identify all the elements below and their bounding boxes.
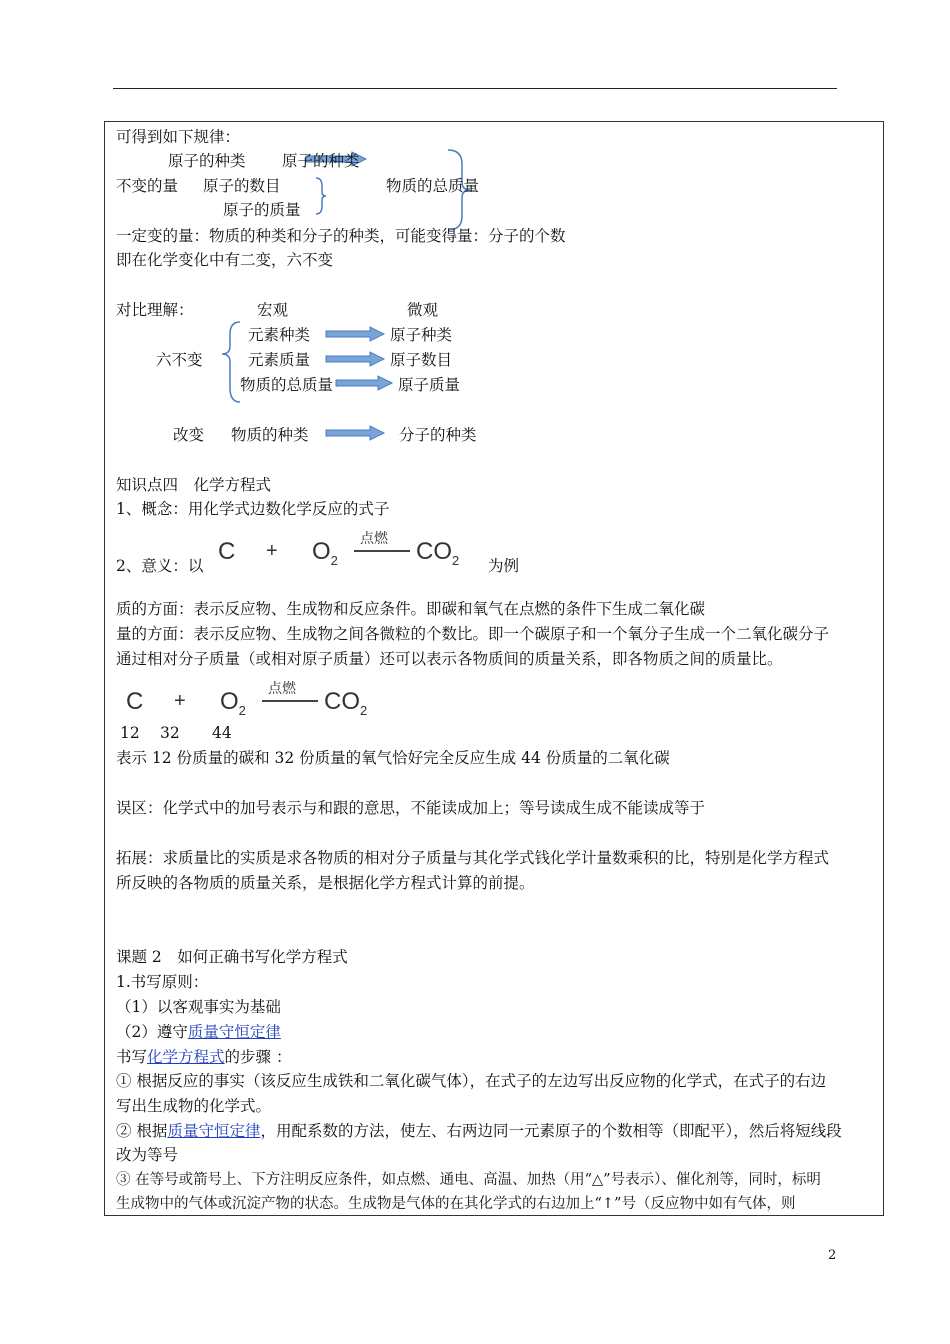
equation-plus: + xyxy=(174,690,186,712)
equation-carbon: C xyxy=(126,688,144,715)
text-atom-mass: 原子的质量 xyxy=(223,201,301,219)
text-atom-kind-2: 原子的种类 xyxy=(282,152,360,170)
text-macro-item: 物质的总质量 xyxy=(240,376,334,394)
text-line: 通过相对分子质量（或相对原子质量）还可以表示各物质间的质量关系，即各物质之间的质量比。 xyxy=(116,650,783,668)
equation-image xyxy=(218,528,468,574)
arrow-icon xyxy=(326,352,384,366)
link-mass-conservation[interactable]: 质量守恒定律 xyxy=(187,1023,281,1041)
text-line: ③ 在等号或箭号上、下方注明反应条件，如点燃、通电、高温、加热（用“△”号表示）、催化剂等，同时，标明 xyxy=(116,1172,821,1188)
arrow-icon xyxy=(326,327,384,341)
section-heading: 知识点四 化学方程式 xyxy=(116,476,272,494)
text-macro: 宏观 xyxy=(257,301,289,319)
equation-carbon: C xyxy=(218,538,236,565)
text-change: 改变 xyxy=(173,426,205,444)
text-line: 改为等号 xyxy=(116,1146,179,1164)
link-mass-conservation[interactable]: 质量守恒定律 xyxy=(167,1122,261,1140)
text-atom-count: 原子的数目 xyxy=(203,177,281,195)
text-line: ② 根据质量守恒定律，用配系数的方法，使左、右两边同一元素原子的个数相等（即配平），然后将短线段 xyxy=(116,1122,842,1140)
brace-left-icon xyxy=(222,322,240,402)
text-six-unchanged: 六不变 xyxy=(156,351,203,369)
text-line: （1）以客观事实为基础 xyxy=(116,998,281,1016)
text-compare: 对比理解： xyxy=(116,301,194,319)
text-line: 生成物中的气体或沉淀产物的状态。生成物是气体的在其化学式的右边加上“↑”号（反应物中如有气体，则 xyxy=(116,1196,796,1212)
text-line: ① 根据反应的事实（该反应生成铁和二氧化碳气体），在式子的左边写出反应物的化学式，在式子的右边 xyxy=(116,1072,827,1090)
arrow-icon xyxy=(326,426,384,440)
equation-condition: 点燃 xyxy=(268,680,296,696)
text-micro-item: 原子种类 xyxy=(390,326,453,344)
equation-plus: + xyxy=(266,540,278,562)
equation-oxygen: $O_2$ xyxy=(312,538,338,568)
text-line: 为例 xyxy=(488,557,520,575)
text-micro-item: 原子质量 xyxy=(398,376,461,394)
text-line: 所反映的各物质的质量关系，是根据化学方程式计算的前提。 xyxy=(116,874,535,892)
text-line: 可得到如下规律： xyxy=(116,128,241,146)
text-micro-item: 分子的种类 xyxy=(399,426,477,444)
text-line: 误区：化学式中的加号表示与和跟的意思，不能读成加上；等号读成生成不能读成等于 xyxy=(116,799,706,817)
text-line: 一定变的量：物质的种类和分子的种类，可能变得量：分子的个数 xyxy=(116,227,566,245)
text-atom-kind: 原子的种类 xyxy=(168,152,246,170)
equation-bar xyxy=(262,700,318,702)
text-unchanged: 不变的量 xyxy=(116,177,179,195)
page-number: 2 xyxy=(828,1248,837,1263)
text-line: （2）遵守质量守恒定律 xyxy=(116,1023,281,1041)
text-micro-item: 原子数目 xyxy=(390,351,453,369)
text-line: 表示 12 份质量的碳和 32 份质量的氧气恰好完全反应生成 44 份质量的二氧化碳 xyxy=(116,749,670,767)
equation-co2: $CO_2$ xyxy=(416,538,460,568)
text-macro-item: 元素质量 xyxy=(248,351,311,369)
text-line: 1.书写原则： xyxy=(116,973,209,991)
text-line: 质的方面：表示反应物、生成物和反应条件。即碳和氧气在点燃的条件下生成二氧化碳 xyxy=(116,600,706,618)
arrow-icon xyxy=(336,376,392,390)
section-heading: 课题 2 如何正确书写化学方程式 xyxy=(116,948,348,966)
mass-value: 44 xyxy=(212,724,232,742)
text-line: 写出生成物的化学式。 xyxy=(116,1097,272,1115)
equation-co2: $CO_2$ xyxy=(324,688,368,718)
text-line: 2、意义：以 xyxy=(116,557,204,575)
text-line: 即在化学变化中有二变，六不变 xyxy=(116,251,334,269)
brace-small-icon xyxy=(316,178,326,214)
mass-value: 32 xyxy=(160,724,180,742)
text-micro: 微观 xyxy=(407,301,439,319)
text-line: 拓展：求质量比的实质是求各物质的相对分子质量与其化学式钱化学计量数乘积的比，特别是化学方程式 xyxy=(116,849,830,867)
equation-image xyxy=(126,676,376,722)
text-line: 1、概念：用化学式边数化学反应的式子 xyxy=(116,500,390,518)
text-line: 量的方面：表示反应物、生成物之间各微粒的个数比。即一个碳原子和一个氧分子生成一个二氧化碳分子 xyxy=(116,625,830,643)
text-line: 书写化学方程式的步骤 ： xyxy=(116,1048,292,1066)
text-macro-item: 物质的种类 xyxy=(231,426,309,444)
text-total-mass: 物质的总质量 xyxy=(386,177,480,195)
text-macro-item: 元素种类 xyxy=(248,326,311,344)
equation-oxygen: $O_2$ xyxy=(220,688,246,718)
equation-condition: 点燃 xyxy=(360,530,388,546)
mass-value: 12 xyxy=(120,724,140,742)
link-chemical-equation[interactable]: 化学方程式 xyxy=(147,1048,225,1066)
equation-bar xyxy=(354,550,410,552)
